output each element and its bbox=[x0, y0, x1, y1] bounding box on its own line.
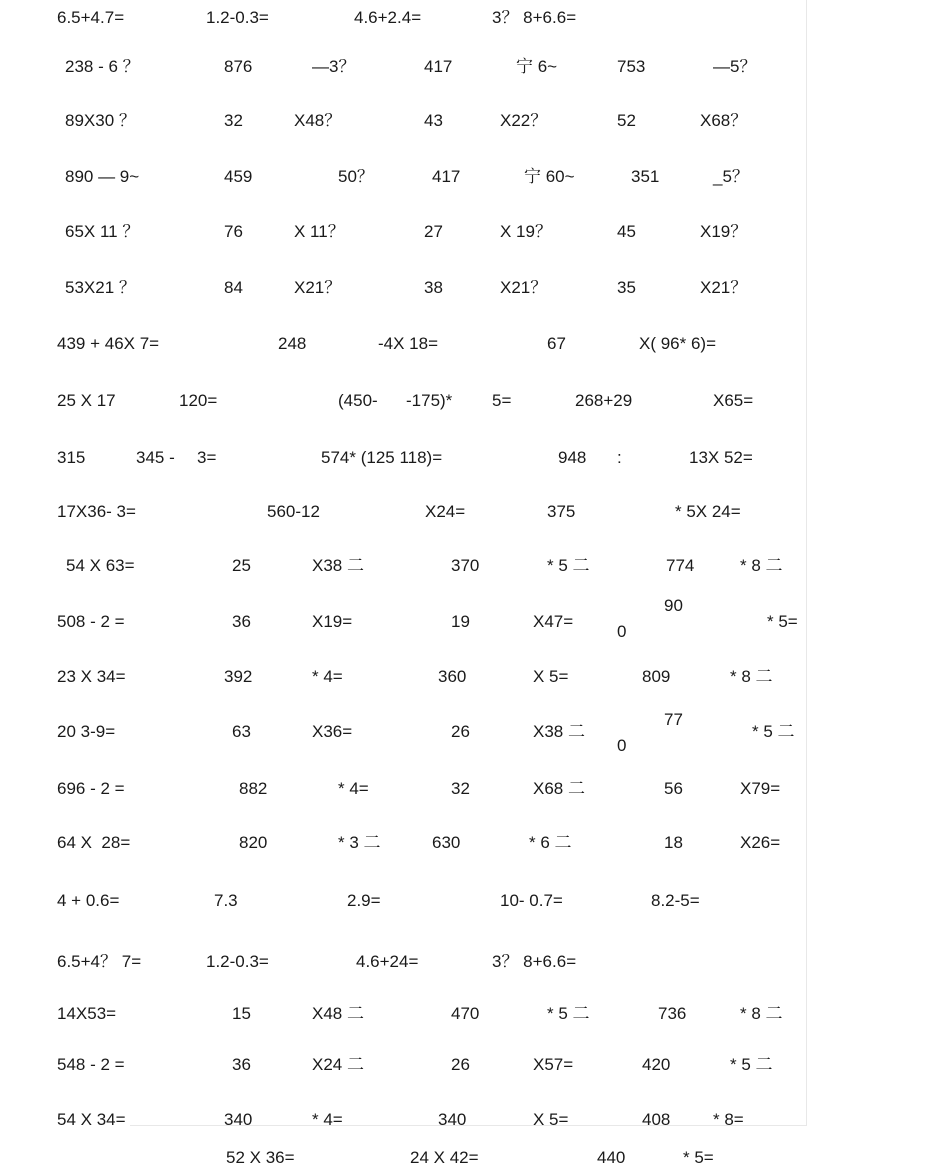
worksheet-cell: 508 - 2 = bbox=[57, 612, 125, 631]
worksheet-cell: 820 bbox=[239, 833, 268, 852]
worksheet-cell: 574* (125 118)= bbox=[321, 448, 443, 467]
worksheet-cell: 1.2-0.3= bbox=[206, 952, 269, 971]
worksheet-cell: 宁 60~ bbox=[524, 167, 575, 186]
worksheet-cell: 52 bbox=[617, 111, 636, 130]
worksheet-cell: 20 3-9= bbox=[57, 722, 116, 741]
worksheet-cell: * 4= bbox=[312, 667, 343, 686]
worksheet-cell: X21？ bbox=[700, 278, 748, 297]
worksheet-cell: 38 bbox=[424, 278, 443, 297]
worksheet-cell: 696 - 2 = bbox=[57, 779, 125, 798]
worksheet-cell: X68？ bbox=[700, 111, 748, 130]
worksheet-cell: 948 bbox=[558, 448, 587, 467]
worksheet-cell: 238 - 6 ？ bbox=[65, 57, 140, 76]
worksheet-cell: * 6 二 bbox=[529, 833, 572, 852]
worksheet-cell: X47= bbox=[533, 612, 574, 631]
worksheet-cell: (450- bbox=[338, 391, 378, 410]
worksheet-cell: X38 二 bbox=[533, 722, 585, 741]
worksheet-cell: X26= bbox=[740, 833, 781, 852]
worksheet-cell: 7.3 bbox=[214, 891, 238, 910]
worksheet-cell: 50？ bbox=[338, 167, 374, 186]
worksheet-cell: _5？ bbox=[713, 167, 749, 186]
worksheet-cell: 370 bbox=[451, 556, 480, 575]
worksheet-cell: * 8 二 bbox=[740, 1004, 783, 1023]
worksheet-cell: 890 — 9~ bbox=[65, 167, 140, 186]
worksheet-cell: 3= bbox=[197, 448, 217, 467]
worksheet-cell: 32 bbox=[224, 111, 243, 130]
worksheet-cell: 52 X 36= bbox=[226, 1148, 295, 1167]
worksheet-cell: 392 bbox=[224, 667, 253, 686]
worksheet-cell: 315 bbox=[57, 448, 86, 467]
worksheet-cell: 408 bbox=[642, 1110, 671, 1129]
worksheet-cell: 345 - bbox=[136, 448, 175, 467]
worksheet-cell: 19 bbox=[451, 612, 470, 631]
worksheet-cell: : bbox=[617, 448, 622, 467]
worksheet-cell: 90 bbox=[664, 596, 683, 615]
worksheet-cell: * 3 二 bbox=[338, 833, 381, 852]
worksheet-cell: 26 bbox=[451, 722, 470, 741]
worksheet-cell: X( 96* 6)= bbox=[639, 334, 717, 353]
worksheet-cell: 84 bbox=[224, 278, 243, 297]
worksheet-cell: 76 bbox=[224, 222, 243, 241]
worksheet-cell: 32 bbox=[451, 779, 470, 798]
worksheet-cell: 10- 0.7= bbox=[500, 891, 563, 910]
worksheet-cell: 36 bbox=[232, 1055, 251, 1074]
worksheet-cell: 774 bbox=[666, 556, 695, 575]
worksheet-cell: 876 bbox=[224, 57, 253, 76]
worksheet-cell: X48 二 bbox=[312, 1004, 364, 1023]
worksheet-cell: 25 X 17 bbox=[57, 391, 116, 410]
worksheet-cell: X48？ bbox=[294, 111, 342, 130]
worksheet-cell: X68 二 bbox=[533, 779, 585, 798]
worksheet-cell: * 4= bbox=[338, 779, 369, 798]
worksheet-cell: 3？ 8+6.6= bbox=[492, 8, 577, 27]
worksheet-cell: 351 bbox=[631, 167, 660, 186]
worksheet-cell: * 5 二 bbox=[752, 722, 795, 741]
worksheet-cell: 753 bbox=[617, 57, 646, 76]
worksheet-cell: 6.5+4.7= bbox=[57, 8, 125, 27]
worksheet-cell: X21？ bbox=[500, 278, 548, 297]
worksheet-cell: 26 bbox=[451, 1055, 470, 1074]
worksheet-cell: 736 bbox=[658, 1004, 687, 1023]
worksheet-cell: 268+29 bbox=[575, 391, 633, 410]
worksheet-cell: 35 bbox=[617, 278, 636, 297]
worksheet-cell: 340 bbox=[224, 1110, 253, 1129]
worksheet-cell: 4 + 0.6= bbox=[57, 891, 120, 910]
worksheet-cell: 23 X 34= bbox=[57, 667, 126, 686]
worksheet-cell: 417 bbox=[424, 57, 453, 76]
worksheet-cell: 375 bbox=[547, 502, 576, 521]
worksheet-cell: X24= bbox=[425, 502, 466, 521]
worksheet-cell: 64 X 28= bbox=[57, 833, 131, 852]
worksheet-cell: 4.6+24= bbox=[356, 952, 419, 971]
worksheet-cell: 440 bbox=[597, 1148, 626, 1167]
worksheet-cell: 56 bbox=[664, 779, 683, 798]
worksheet-cell: 2.9= bbox=[347, 891, 381, 910]
worksheet-cell: 439 + 46X 7= bbox=[57, 334, 160, 353]
worksheet-cell: 340 bbox=[438, 1110, 467, 1129]
worksheet-cell: 4.6+2.4= bbox=[354, 8, 422, 27]
worksheet-cell: 14X53= bbox=[57, 1004, 117, 1023]
worksheet-cell: 67 bbox=[547, 334, 566, 353]
worksheet-cell: 0 bbox=[617, 736, 627, 755]
worksheet-cell: X22？ bbox=[500, 111, 548, 130]
worksheet-cell: X21？ bbox=[294, 278, 342, 297]
worksheet-cell: 360 bbox=[438, 667, 467, 686]
worksheet-cell: * 5= bbox=[767, 612, 798, 631]
worksheet-cell: X 19？ bbox=[500, 222, 552, 241]
worksheet-cell: X57= bbox=[533, 1055, 574, 1074]
page-edge-vertical bbox=[806, 0, 807, 1126]
worksheet-cell: * 5= bbox=[683, 1148, 714, 1167]
worksheet-cell: X65= bbox=[713, 391, 754, 410]
worksheet-cell: X19？ bbox=[700, 222, 748, 241]
worksheet-cell: 459 bbox=[224, 167, 253, 186]
worksheet-cell: X 5= bbox=[533, 1110, 569, 1129]
worksheet-cell: * 5X 24= bbox=[675, 502, 741, 521]
worksheet-cell: 1.2-0.3= bbox=[206, 8, 269, 27]
worksheet-cell: 417 bbox=[432, 167, 461, 186]
worksheet-cell: X19= bbox=[312, 612, 353, 631]
worksheet-cell: X 5= bbox=[533, 667, 569, 686]
worksheet-cell: —3？ bbox=[312, 57, 356, 76]
worksheet-cell: 13X 52= bbox=[689, 448, 753, 467]
worksheet-cell: 89X30 ？ bbox=[65, 111, 136, 130]
worksheet-cell: 17X36- 3= bbox=[57, 502, 136, 521]
worksheet-cell: 25 bbox=[232, 556, 251, 575]
worksheet-cell: 548 - 2 = bbox=[57, 1055, 125, 1074]
worksheet-cell: 420 bbox=[642, 1055, 671, 1074]
worksheet-cell: * 5 二 bbox=[547, 1004, 590, 1023]
worksheet-cell: 53X21 ？ bbox=[65, 278, 136, 297]
worksheet-cell: 3？ 8+6.6= bbox=[492, 952, 577, 971]
worksheet-cell: -4X 18= bbox=[378, 334, 439, 353]
worksheet-cell: 809 bbox=[642, 667, 671, 686]
worksheet-cell: 45 bbox=[617, 222, 636, 241]
worksheet-cell: 63 bbox=[232, 722, 251, 741]
worksheet-cell: —5？ bbox=[713, 57, 757, 76]
worksheet-cell: 8.2-5= bbox=[651, 891, 700, 910]
worksheet-cell: * 8 二 bbox=[740, 556, 783, 575]
worksheet-cell: * 4= bbox=[312, 1110, 343, 1129]
worksheet-cell: 882 bbox=[239, 779, 268, 798]
worksheet-cell: 0 bbox=[617, 622, 627, 641]
worksheet-cell: 15 bbox=[232, 1004, 251, 1023]
worksheet-cell: 18 bbox=[664, 833, 683, 852]
worksheet-cell: * 8= bbox=[713, 1110, 744, 1129]
worksheet-cell: X24 二 bbox=[312, 1055, 364, 1074]
worksheet-cell: 27 bbox=[424, 222, 443, 241]
worksheet-cell: 54 X 63= bbox=[66, 556, 135, 575]
worksheet-cell: * 5 二 bbox=[547, 556, 590, 575]
worksheet-cell: 630 bbox=[432, 833, 461, 852]
worksheet-cell: 560-12 bbox=[267, 502, 320, 521]
worksheet-cell: 宁 6~ bbox=[516, 57, 558, 76]
worksheet-cell: 6.5+4？ 7= bbox=[57, 952, 142, 971]
worksheet-cell: X79= bbox=[740, 779, 781, 798]
worksheet-cell: 248 bbox=[278, 334, 307, 353]
worksheet-cell: 77 bbox=[664, 710, 683, 729]
worksheet-cell: 65X 11 ？ bbox=[65, 222, 140, 241]
worksheet-cell: * 5 二 bbox=[730, 1055, 773, 1074]
worksheet-cell: 120= bbox=[179, 391, 218, 410]
worksheet-cell: X 11？ bbox=[294, 222, 345, 241]
worksheet-cell: * 8 二 bbox=[730, 667, 773, 686]
worksheet-cell: 470 bbox=[451, 1004, 480, 1023]
worksheet-cell: 24 X 42= bbox=[410, 1148, 479, 1167]
worksheet-cell: X36= bbox=[312, 722, 353, 741]
worksheet-cell: 5= bbox=[492, 391, 512, 410]
worksheet-cell: 54 X 34= bbox=[57, 1110, 126, 1129]
worksheet-cell: 43 bbox=[424, 111, 443, 130]
worksheet-cell: -175)* bbox=[406, 391, 453, 410]
worksheet-cell: X38 二 bbox=[312, 556, 364, 575]
worksheet-cell: 36 bbox=[232, 612, 251, 631]
